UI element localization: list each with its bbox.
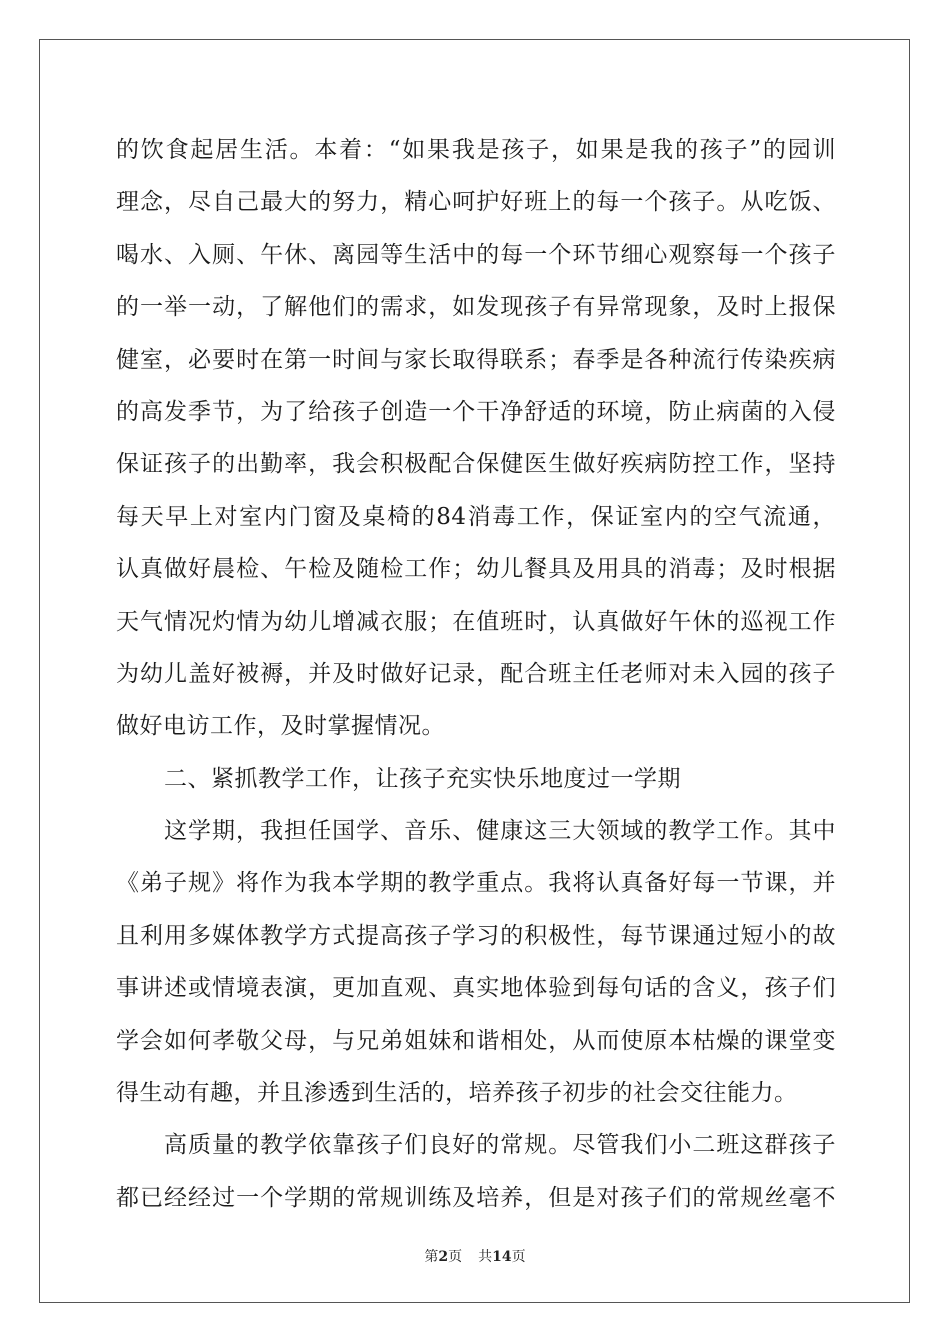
text-line: 健室，必要时在第一时间与家长取得联系；春季是各种流行传染疾病: [116, 346, 836, 373]
text-line: 做好电访工作，及时掌握情况。: [116, 713, 445, 740]
page-current: 2: [438, 1249, 449, 1265]
text-line: 这学期，我担任国学、音乐、健康这三大领域的教学工作。其中: [164, 818, 836, 845]
text-line: 学会如何孝敬父母，与兄弟姐妹和谐相处，从而使原本枯燥的课堂变: [116, 1027, 836, 1054]
text-line: 每天早上对室内门窗及桌椅的84消毒工作，保证室内的空气流通，: [116, 503, 836, 530]
text-line: 天气情况灼情为幼儿增减衣服；在值班时，认真做好午休的巡视工作: [116, 608, 836, 635]
document-body: [116, 124, 836, 1224]
page-suffix: 页: [448, 1249, 463, 1265]
page-total: 14: [492, 1249, 512, 1265]
page-prefix: 第: [424, 1249, 439, 1265]
text-line: 的饮食起居生活。本着：“如果我是孩子，如果是我的孩子”的园训: [116, 137, 836, 163]
text-line: 且利用多媒体教学方式提高孩子学习的积极性，每节课通过短小的故: [116, 922, 836, 949]
text-line: 的一举一动，了解他们的需求，如发现孩子有异常现象，及时上报保: [116, 294, 836, 321]
text-line: 都已经经过一个学期的常规训练及培养，但是对孩子们的常规丝毫不: [116, 1184, 836, 1211]
total-suffix: 页: [511, 1249, 526, 1265]
text-line: 事讲述或情境表演，更加直观、真实地体验到每句话的含义，孩子们: [116, 975, 836, 1002]
text-line: 《弟子规》将作为我本学期的教学重点。我将认真备好每一节课，并: [116, 870, 836, 897]
page-footer: [0, 1247, 950, 1267]
section-heading: 二、紧抓教学工作，让孩子充实快乐地度过一学期: [164, 765, 681, 792]
text-line: 的高发季节，为了给孩子创造一个干净舒适的环境，防止病菌的入侵: [116, 398, 836, 425]
text-line: 理念，尽自己最大的努力，精心呵护好班上的每一个孩子。从吃饭、: [116, 189, 836, 216]
text-line: 认真做好晨检、午检及随检工作；幼儿餐具及用具的消毒；及时根据: [116, 556, 836, 583]
text-line: 保证孩子的出勤率，我会积极配合保健医生做好疾病防控工作，坚持: [116, 451, 836, 478]
total-prefix: 共: [478, 1249, 493, 1265]
text-line: 高质量的教学依靠孩子们良好的常规。尽管我们小二班这群孩子: [164, 1132, 836, 1159]
text-line: 为幼儿盖好被褥，并及时做好记录，配合班主任老师对未入园的孩子: [116, 660, 836, 687]
text-line: 得生动有趣，并且渗透到生活的，培养孩子初步的社会交往能力。: [116, 1080, 798, 1107]
text-line: 喝水、入厕、午休、离园等生活中的每一个环节细心观察每一个孩子: [116, 241, 836, 268]
